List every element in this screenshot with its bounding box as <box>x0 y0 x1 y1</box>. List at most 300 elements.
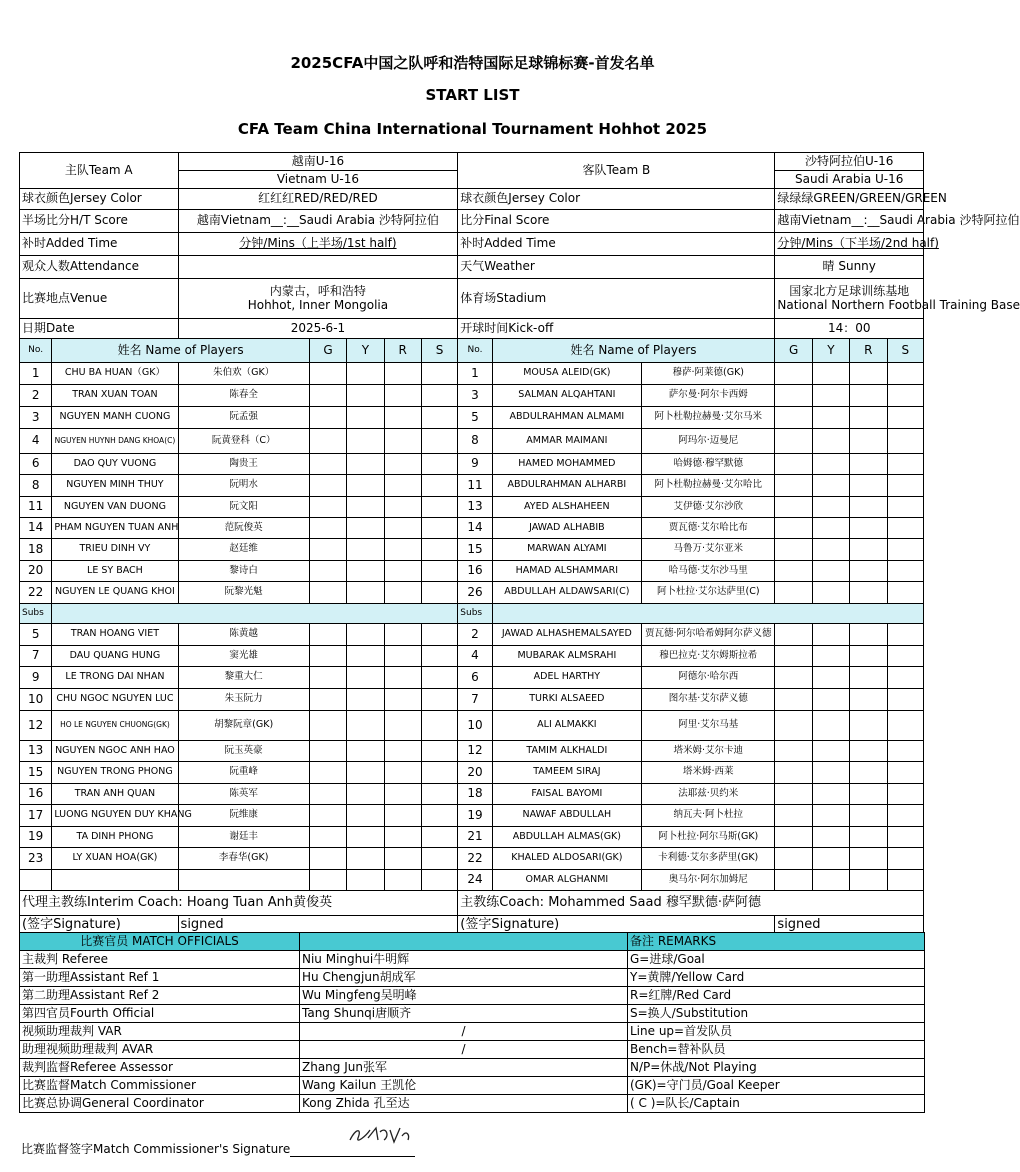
away-team-name-en: Saudi Arabia U-16 <box>775 171 924 189</box>
away-player-s <box>887 848 924 870</box>
home-player-name-cn: 阮文阳 <box>178 497 309 518</box>
home-player-s <box>421 407 457 429</box>
away-player-g <box>775 582 812 604</box>
home-player-no: 14 <box>20 518 52 539</box>
home-player-name: NGUYEN VAN DUONG <box>52 497 178 518</box>
home-player-s <box>421 827 457 848</box>
away-player-s <box>887 711 924 741</box>
home-player-name: NGUYEN MANH CUONG <box>52 407 178 429</box>
home-player-no: 2 <box>20 385 52 407</box>
home-player-g <box>309 870 346 891</box>
away-player-name-cn: 奥马尔·阿尔加姆尼 <box>642 870 775 891</box>
home-player-name: LY XUAN HOA(GK) <box>52 848 178 870</box>
home-player-r <box>384 762 421 784</box>
home-player-r <box>384 475 421 497</box>
away-player-no: 4 <box>458 646 492 667</box>
home-player-y <box>347 497 384 518</box>
away-jersey: 绿绿绿GREEN/GREEN/GREEN <box>775 189 924 210</box>
away-player-g <box>775 711 812 741</box>
home-player-no: 16 <box>20 784 52 805</box>
away-player-r <box>850 429 887 454</box>
col-r-away: R <box>850 339 887 363</box>
home-player-name: LE TRONG DAI NHAN <box>52 667 178 689</box>
away-player-s <box>887 429 924 454</box>
home-player-g <box>309 762 346 784</box>
home-player-name: PHAM NGUYEN TUAN ANH <box>52 518 178 539</box>
away-player-g <box>775 624 812 646</box>
home-player-s <box>421 646 457 667</box>
away-player-g <box>775 429 812 454</box>
away-player-y <box>812 667 849 689</box>
away-player-g <box>775 363 812 385</box>
home-player-g <box>309 848 346 870</box>
home-player-name-cn: 陈黄越 <box>178 624 309 646</box>
official-role: 第二助理Assistant Ref 2 <box>20 987 300 1005</box>
away-player-g <box>775 827 812 848</box>
home-player-r <box>384 624 421 646</box>
away-player-no: 8 <box>458 429 492 454</box>
home-player-g <box>309 711 346 741</box>
ht-score-value: 越南Vietnam__:__Saudi Arabia 沙特阿拉伯 <box>178 210 458 233</box>
home-player-r <box>384 870 421 891</box>
away-player-y <box>812 624 849 646</box>
away-player-y <box>812 741 849 762</box>
home-player-s <box>421 667 457 689</box>
away-player-g <box>775 848 812 870</box>
home-player-s <box>421 429 457 454</box>
home-player-g <box>309 624 346 646</box>
home-player-name-cn: 阮孟强 <box>178 407 309 429</box>
home-player-r <box>384 429 421 454</box>
home-player-no: 11 <box>20 497 52 518</box>
away-player-name-cn: 马鲁万·艾尔亚米 <box>642 539 775 561</box>
home-player-g <box>309 784 346 805</box>
home-player-name-cn: 阮黄登科（C） <box>178 429 309 454</box>
home-signature: signed <box>178 916 458 936</box>
away-player-no: 2 <box>458 624 492 646</box>
table-row <box>20 429 924 454</box>
away-player-g <box>775 561 812 582</box>
table-row <box>20 363 924 385</box>
official-name: Zhang Jun张军 <box>300 1059 628 1077</box>
official-row <box>20 987 925 1005</box>
home-player-s <box>421 624 457 646</box>
away-player-r <box>850 870 887 891</box>
away-player-name-cn: 穆萨·阿莱德(GK) <box>642 363 775 385</box>
away-player-y <box>812 539 849 561</box>
officials-table <box>19 932 925 1113</box>
away-signature: signed <box>775 916 924 936</box>
home-player-y <box>347 429 384 454</box>
col-r: R <box>384 339 421 363</box>
table-row <box>20 762 924 784</box>
table-row <box>20 711 924 741</box>
weather-value: 晴 Sunny <box>775 256 924 279</box>
jersey-label: 球衣颜色Jersey Color <box>20 189 179 210</box>
away-player-y <box>812 870 849 891</box>
away-player-s <box>887 805 924 827</box>
home-player-r <box>384 689 421 711</box>
col-s: S <box>421 339 457 363</box>
home-player-r <box>384 805 421 827</box>
home-player-y <box>347 539 384 561</box>
title-cn: 2025CFA中国之队呼和浩特国际足球锦标赛-首发名单 <box>290 54 655 72</box>
official-name: Kong Zhida 孔至达 <box>300 1095 628 1113</box>
home-player-s <box>421 539 457 561</box>
home-player-g <box>309 741 346 762</box>
away-player-no: 1 <box>458 363 492 385</box>
official-row <box>20 951 925 969</box>
official-role: 第四官员Fourth Official <box>20 1005 300 1023</box>
home-player-no: 10 <box>20 689 52 711</box>
away-player-no: 26 <box>458 582 492 604</box>
away-player-no: 7 <box>458 689 492 711</box>
away-player-name: ABDULRAHMAN ALMAMI <box>492 407 641 429</box>
away-player-name-cn: 阿卜杜勒拉赫曼·艾尔马米 <box>642 407 775 429</box>
official-role: 主裁判 Referee <box>20 951 300 969</box>
official-role: 比赛监督Match Commissioner <box>20 1077 300 1095</box>
remark-item: Line up=首发队员 <box>628 1023 925 1041</box>
away-player-s <box>887 582 924 604</box>
home-player-s <box>421 582 457 604</box>
table-row <box>20 646 924 667</box>
home-player-name: LE SY BACH <box>52 561 178 582</box>
home-player-y <box>347 689 384 711</box>
away-player-no: 21 <box>458 827 492 848</box>
home-player-r <box>384 646 421 667</box>
away-player-name-cn: 纳瓦夫·阿卜杜拉 <box>642 805 775 827</box>
home-player-name-cn: 胡黎阮章(GK) <box>178 711 309 741</box>
table-row <box>20 784 924 805</box>
away-player-r <box>850 624 887 646</box>
home-jersey: 红红红RED/RED/RED <box>178 189 458 210</box>
home-player-r <box>384 385 421 407</box>
table-row <box>20 689 924 711</box>
away-player-name-cn: 阿玛尔·迈曼尼 <box>642 429 775 454</box>
away-player-no: 18 <box>458 784 492 805</box>
title-tournament: CFA Team China International Tournament Hohhot 2025 <box>237 120 708 138</box>
away-player-r <box>850 539 887 561</box>
home-player-no: 7 <box>20 646 52 667</box>
home-player-no: 1 <box>20 363 52 385</box>
away-player-r <box>850 646 887 667</box>
away-player-name-cn: 阿里·艾尔马基 <box>642 711 775 741</box>
col-name-away: 姓名 Name of Players <box>492 339 775 363</box>
away-player-y <box>812 827 849 848</box>
official-row <box>20 1077 925 1095</box>
home-player-name-cn: 黎诗白 <box>178 561 309 582</box>
official-name: / <box>300 1023 628 1041</box>
away-player-name-cn: 阿卜杜拉·艾尔达萨里(C) <box>642 582 775 604</box>
home-player-name-cn: 谢廷丰 <box>178 827 309 848</box>
away-player-s <box>887 870 924 891</box>
home-player-name: NGUYEN NGOC ANH HAO <box>52 741 178 762</box>
official-name: Niu Minghui牛明辉 <box>300 951 628 969</box>
subs-label-away: Subs <box>458 604 492 624</box>
away-player-name-cn: 哈马德·艾尔沙马里 <box>642 561 775 582</box>
away-player-g <box>775 689 812 711</box>
away-player-r <box>850 407 887 429</box>
remark-item: Y=黄牌/Yellow Card <box>628 969 925 987</box>
home-player-name: DAO QUY VUONG <box>52 454 178 475</box>
final-score-label: 比分Final Score <box>458 210 775 233</box>
subs-label-home: Subs <box>20 604 52 624</box>
home-player-g <box>309 667 346 689</box>
away-player-s <box>887 624 924 646</box>
attendance-value <box>178 256 458 279</box>
away-player-no: 16 <box>458 561 492 582</box>
home-player-s <box>421 805 457 827</box>
stadium-en: National Northern Football Training Base <box>777 297 1020 312</box>
away-player-name: SALMAN ALQAHTANI <box>492 385 641 407</box>
added-time-second: 分钟/Mins（下半场/2nd half) <box>775 233 924 256</box>
home-player-y <box>347 454 384 475</box>
home-player-no: 8 <box>20 475 52 497</box>
home-player-name-cn: 黎重大仁 <box>178 667 309 689</box>
away-player-name: KHALED ALDOSARI(GK) <box>492 848 641 870</box>
away-player-r <box>850 827 887 848</box>
away-player-name-cn: 阿卜杜拉·阿尔马斯(GK) <box>642 827 775 848</box>
home-player-s <box>421 385 457 407</box>
home-team-label: 主队Team A <box>20 153 179 189</box>
away-player-y <box>812 848 849 870</box>
away-player-name-cn: 阿德尔·哈尔西 <box>642 667 775 689</box>
away-player-g <box>775 454 812 475</box>
away-player-y <box>812 805 849 827</box>
home-player-y <box>347 624 384 646</box>
away-player-y <box>812 407 849 429</box>
home-player-g <box>309 805 346 827</box>
home-player-name-cn: 朱伯欢（GK） <box>178 363 309 385</box>
table-row <box>20 741 924 762</box>
start-list-table <box>19 152 1020 936</box>
away-player-name: JAWAD ALHABIB <box>492 518 641 539</box>
home-player-s <box>421 475 457 497</box>
remark-item: R=红牌/Red Card <box>628 987 925 1005</box>
home-coach <box>20 891 458 916</box>
home-player-name-cn: 阮维康 <box>178 805 309 827</box>
away-player-s <box>887 518 924 539</box>
venue-value <box>178 279 458 319</box>
official-role: 比赛总协调General Coordinator <box>20 1095 300 1113</box>
away-player-no: 3 <box>458 385 492 407</box>
table-row <box>20 582 924 604</box>
away-player-no: 14 <box>458 518 492 539</box>
home-player-g <box>309 539 346 561</box>
away-player-name: TURKI ALSAEED <box>492 689 641 711</box>
kickoff-value: 14：00 <box>775 319 924 339</box>
official-role: 裁判监督Referee Assessor <box>20 1059 300 1077</box>
away-player-r <box>850 518 887 539</box>
home-player-y <box>347 827 384 848</box>
home-player-s <box>421 497 457 518</box>
commissioner-signature-label: 比赛监督签字Match Commissioner's Signature <box>21 1142 291 1156</box>
home-player-no: 3 <box>20 407 52 429</box>
away-player-name-cn: 卡利德·艾尔多萨里(GK) <box>642 848 775 870</box>
official-row <box>20 1095 925 1113</box>
official-role: 助理视频助理裁判 AVAR <box>20 1041 300 1059</box>
home-player-name: LUONG NGUYEN DUY KHANG <box>52 805 178 827</box>
jersey-label-away: 球衣颜色Jersey Color <box>458 189 775 210</box>
home-player-name: DAU QUANG HUNG <box>52 646 178 667</box>
home-signature-label: (签字Signature) <box>20 916 179 936</box>
table-row <box>20 848 924 870</box>
commissioner-signature-scribble <box>346 1122 416 1148</box>
home-player-y <box>347 805 384 827</box>
home-player-name-cn: 陈英军 <box>178 784 309 805</box>
home-player-name: TRIEU DINH VY <box>52 539 178 561</box>
away-player-g <box>775 741 812 762</box>
home-player-s <box>421 870 457 891</box>
home-player-name: TRAN ANH QUAN <box>52 784 178 805</box>
home-player-y <box>347 582 384 604</box>
home-player-y <box>347 870 384 891</box>
home-player-no: 9 <box>20 667 52 689</box>
home-player-g <box>309 689 346 711</box>
away-player-s <box>887 667 924 689</box>
home-player-g <box>309 518 346 539</box>
kickoff-label: 开球时间Kick-off <box>458 319 775 339</box>
home-player-s <box>421 711 457 741</box>
remark-item: G=进球/Goal <box>628 951 925 969</box>
table-row <box>20 870 924 891</box>
away-player-name: ABDULLAH ALMAS(GK) <box>492 827 641 848</box>
away-player-name: AYED ALSHAHEEN <box>492 497 641 518</box>
away-team-label: 客队Team B <box>458 153 775 189</box>
away-signature-label: (签字Signature) <box>458 916 775 936</box>
home-player-y <box>347 784 384 805</box>
table-row <box>20 667 924 689</box>
away-player-r <box>850 582 887 604</box>
home-player-name <box>52 870 178 891</box>
away-team-name-cn: 沙特阿拉伯U-16 <box>775 153 924 171</box>
away-player-s <box>887 454 924 475</box>
away-player-s <box>887 475 924 497</box>
away-player-name: FAISAL BAYOMI <box>492 784 641 805</box>
home-player-g <box>309 407 346 429</box>
official-name: Wang Kailun 王凯伦 <box>300 1077 628 1095</box>
table-row <box>20 827 924 848</box>
away-player-name: TAMIM ALKHALDI <box>492 741 641 762</box>
official-row <box>20 1041 925 1059</box>
stadium-label: 体育场Stadium <box>458 279 775 319</box>
table-row <box>20 385 924 407</box>
venue-cn: 内蒙古，呼和浩特 <box>269 284 366 299</box>
away-player-s <box>887 539 924 561</box>
away-player-no: 24 <box>458 870 492 891</box>
away-player-g <box>775 870 812 891</box>
away-player-g <box>775 805 812 827</box>
away-player-name: NAWAF ABDULLAH <box>492 805 641 827</box>
away-player-name: MUBARAK ALMSRAHI <box>492 646 641 667</box>
away-player-name-cn: 贾瓦德·阿尔哈希姆阿尔萨义德 <box>642 624 775 646</box>
away-player-name: HAMED MOHAMMED <box>492 454 641 475</box>
away-player-name-cn: 贾瓦德·艾尔哈比布 <box>642 518 775 539</box>
home-player-no: 17 <box>20 805 52 827</box>
table-row <box>20 624 924 646</box>
away-player-name: MOUSA ALEID(GK) <box>492 363 641 385</box>
away-player-y <box>812 454 849 475</box>
home-player-s <box>421 848 457 870</box>
home-player-g <box>309 646 346 667</box>
away-player-s <box>887 741 924 762</box>
home-player-no: 13 <box>20 741 52 762</box>
away-player-y <box>812 646 849 667</box>
away-player-r <box>850 689 887 711</box>
away-player-y <box>812 582 849 604</box>
away-player-r <box>850 711 887 741</box>
home-player-s <box>421 454 457 475</box>
away-player-g <box>775 385 812 407</box>
home-player-y <box>347 385 384 407</box>
home-team-name-cn: 越南U-16 <box>178 153 458 171</box>
home-player-g <box>309 561 346 582</box>
home-player-name-cn: 朱玉阮力 <box>178 689 309 711</box>
away-player-no: 20 <box>458 762 492 784</box>
venue-label: 比赛地点Venue <box>20 279 179 319</box>
away-player-g <box>775 475 812 497</box>
home-player-r <box>384 784 421 805</box>
away-player-name-cn: 阿卜杜勒拉赫曼·艾尔哈比 <box>642 475 775 497</box>
home-player-y <box>347 711 384 741</box>
home-player-g <box>309 454 346 475</box>
away-player-s <box>887 407 924 429</box>
away-player-name: TAMEEM SIRAJ <box>492 762 641 784</box>
home-player-no: 22 <box>20 582 52 604</box>
home-player-r <box>384 667 421 689</box>
home-player-y <box>347 561 384 582</box>
official-row <box>20 1059 925 1077</box>
away-player-g <box>775 539 812 561</box>
away-coach-name: Mohammed Saad 穆罕默德·萨阿德 <box>548 894 761 910</box>
away-player-y <box>812 711 849 741</box>
table-row <box>20 561 924 582</box>
away-player-name: HAMAD ALSHAMMARI <box>492 561 641 582</box>
home-player-g <box>309 827 346 848</box>
table-row <box>20 407 924 429</box>
remarks-header: 备注 REMARKS <box>628 933 925 951</box>
home-player-y <box>347 762 384 784</box>
away-player-r <box>850 805 887 827</box>
away-player-g <box>775 667 812 689</box>
home-player-s <box>421 762 457 784</box>
official-name: Wu Mingfeng吴明峰 <box>300 987 628 1005</box>
away-player-name: ABDULRAHMAN ALHARBI <box>492 475 641 497</box>
stadium-cn: 国家北方足球训练基地 <box>789 284 910 299</box>
home-player-s <box>421 561 457 582</box>
home-player-name: TRAN XUAN TOAN <box>52 385 178 407</box>
home-player-r <box>384 741 421 762</box>
home-player-no: 5 <box>20 624 52 646</box>
col-name: 姓名 Name of Players <box>52 339 310 363</box>
home-player-name-cn: 阮重峰 <box>178 762 309 784</box>
home-player-name-cn: 李春华(GK) <box>178 848 309 870</box>
home-player-name-cn: 范阮俊英 <box>178 518 309 539</box>
home-player-no <box>20 870 52 891</box>
col-g-away: G <box>775 339 812 363</box>
home-player-r <box>384 848 421 870</box>
away-player-g <box>775 497 812 518</box>
home-coach-name: Hoang Tuan Anh黄俊英 <box>186 894 333 910</box>
home-team-name-en: Vietnam U-16 <box>178 171 458 189</box>
home-player-name-cn: 阮明水 <box>178 475 309 497</box>
home-player-name: NGUYEN HUYNH DANG KHOA(C) <box>52 429 178 454</box>
official-name: / <box>300 1041 628 1059</box>
away-player-g <box>775 784 812 805</box>
home-player-g <box>309 363 346 385</box>
home-player-name-cn: 阮玉英豪 <box>178 741 309 762</box>
home-player-name: CHU NGOC NGUYEN LUC <box>52 689 178 711</box>
